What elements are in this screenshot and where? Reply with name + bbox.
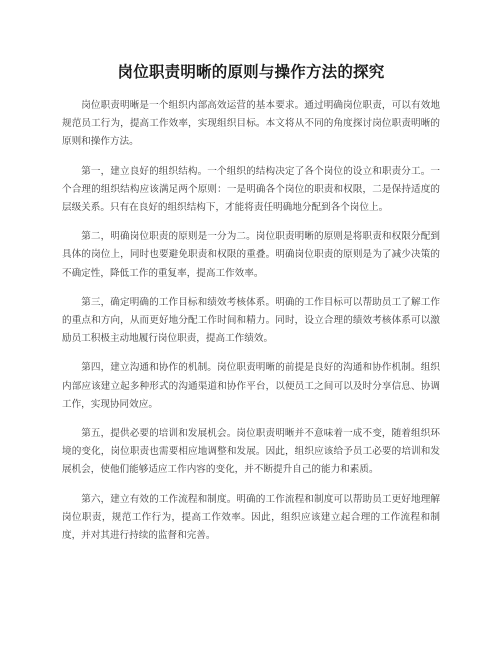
paragraph-6: 第六，建立有效的工作流程和制度。明确的工作流程和制度可以帮助员工更好地理解岗位职责，规范工作行为，提高工作效率。因此，组织应该建立起合理的工作流程和制度，并对其进行持续的监督和完善。 [62, 493, 440, 542]
document-body [62, 97, 440, 556]
paragraph-1: 第一，建立良好的组织结构。一个组织的结构决定了各个岗位的设立和职责分工。一个合理的组织结构应该满足两个原则：一是明确各个岗位的职责和权限，二是保持适度的层级关系。只有在良好的组织结构下，才能将责任明确地分配到各个岗位上。 [62, 165, 440, 214]
paragraph-2: 第二，明确岗位职责的原则是一分为二。岗位职责明晰的原则是将职责和权限分配到具体的岗位上，同时也要避免职责和权限的重叠。明确岗位职责的原则是为了减少决策的不确定性，降低工作的重复率，提高工作效率。 [62, 231, 440, 279]
paragraph-3: 第三，确定明确的工作目标和绩效考核体系。明确的工作目标可以帮助员工了解工作的重点和方向，从而更好地分配工作时间和精力。同时，设立合理的绩效考核体系可以激励员工积极主动地履行岗位职责，提高工作绩效。 [62, 296, 440, 345]
paragraph-5: 第五，提供必要的培训和发展机会。岗位职责明晰并不意味着一成不变，随着组织环境的变化，岗位职责也需要相应地调整和发展。因此，组织应该给予员工必要的培训和发展机会，使他们能够适应工作内容的变化，并不断提升自己的能力和素质。 [62, 428, 440, 476]
paragraph-4: 第四，建立沟通和协作的机制。岗位职责明晰的前提是良好的沟通和协作机制。组织内部应该建立起多种形式的沟通渠道和协作平台，以便员工之间可以及时分享信息、协调工作，实现协同效应。 [62, 362, 440, 410]
intro-paragraph: 岗位职责明晰是一个组织内部高效运营的基本要求。通过明确岗位职责，可以有效地规范员工行为，提高工作效率，实现组织目标。本文将从不同的角度探讨岗位职责明晰的原则和操作方法。 [62, 100, 440, 148]
document-title: 岗位职责明晰的原则与操作方法的探究 [117, 63, 385, 81]
